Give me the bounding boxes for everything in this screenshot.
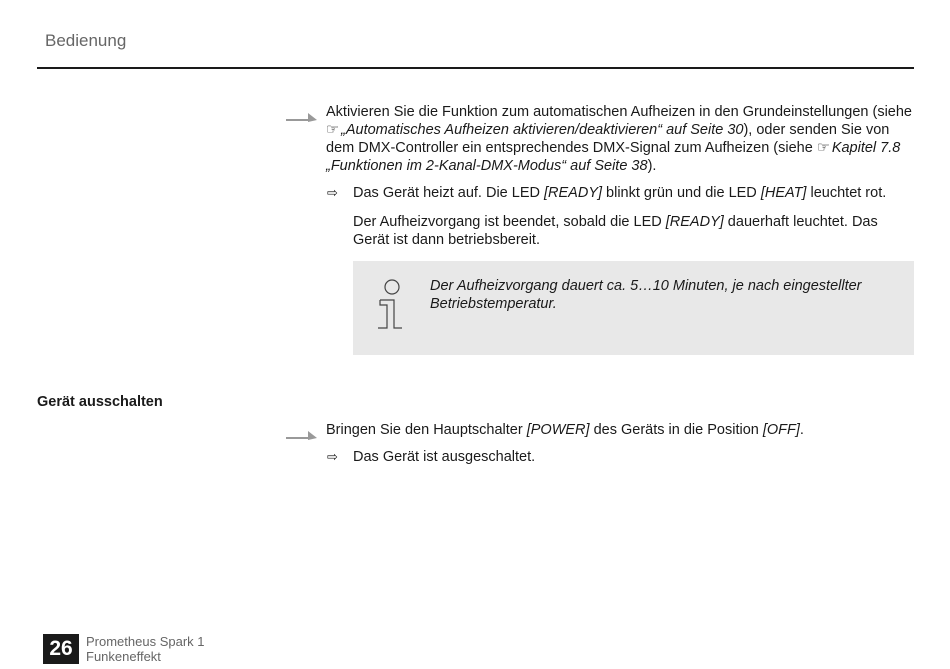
page-header-title: Bedienung bbox=[45, 31, 127, 50]
page-number-badge: 26 bbox=[43, 634, 79, 664]
step-arrow-icon bbox=[286, 111, 318, 123]
crossref-hand-icon: ☞ bbox=[326, 122, 339, 138]
crossref-link-chapter[interactable]: Kapitel 7.8 „Funktionen im 2-Kanal-DMX-Modus“ auf Seite 38 bbox=[326, 140, 901, 174]
footer-product-subtitle: Funkeneffekt bbox=[86, 649, 161, 664]
crossref-hand-icon: ☞ bbox=[816, 140, 830, 156]
paragraph-heat-finished: Der Aufheizvorgang ist beendet, sobald die LED [READY] dauerhaft leuchtet. Das Gerät ist dann betriebsbereit. bbox=[353, 214, 878, 248]
info-note-box bbox=[353, 261, 914, 355]
result-arrow-icon: ⇨ bbox=[327, 449, 338, 464]
step-instruction-heat: Aktivieren Sie die Funktion zum automatischen Aufheizen in den Grundeinstellungen (siehe ☞ „Automatisches Aufheizen aktivieren/deaktivieren“ auf Seite 30), oder senden Sie von dem DMX-Controller ein entsprechendes DMX-Signal zum Aufheizen (siehe ☞ Kapitel 7.8 „Funktionen im 2-Kanal-DMX-Modus“ auf Seite 38). bbox=[326, 104, 912, 174]
step-instruction-power-off: Bringen Sie den Hauptschalter [POWER] des Geräts in die Position [OFF]. bbox=[326, 422, 804, 438]
result-arrow-icon: ⇨ bbox=[327, 185, 338, 200]
section-heading: Gerät ausschalten bbox=[37, 394, 163, 410]
crossref-link-autoheat[interactable]: „Automatisches Aufheizen aktivieren/deaktivieren“ auf Seite 30 bbox=[341, 122, 744, 138]
info-icon bbox=[375, 278, 407, 334]
header-rule bbox=[37, 67, 914, 69]
result-heat: Das Gerät heizt auf. Die LED [READY] blinkt grün und die LED [HEAT] leuchtet rot. bbox=[353, 185, 887, 201]
footer-product-name: Prometheus Spark 1 bbox=[86, 634, 205, 649]
step-arrow-icon bbox=[286, 429, 318, 441]
result-power-off: Das Gerät ist ausgeschaltet. bbox=[353, 449, 536, 465]
info-note-text: Der Aufheizvorgang dauert ca. 5…10 Minuten, je nach eingestellter Betriebstemperatur. bbox=[430, 278, 862, 312]
